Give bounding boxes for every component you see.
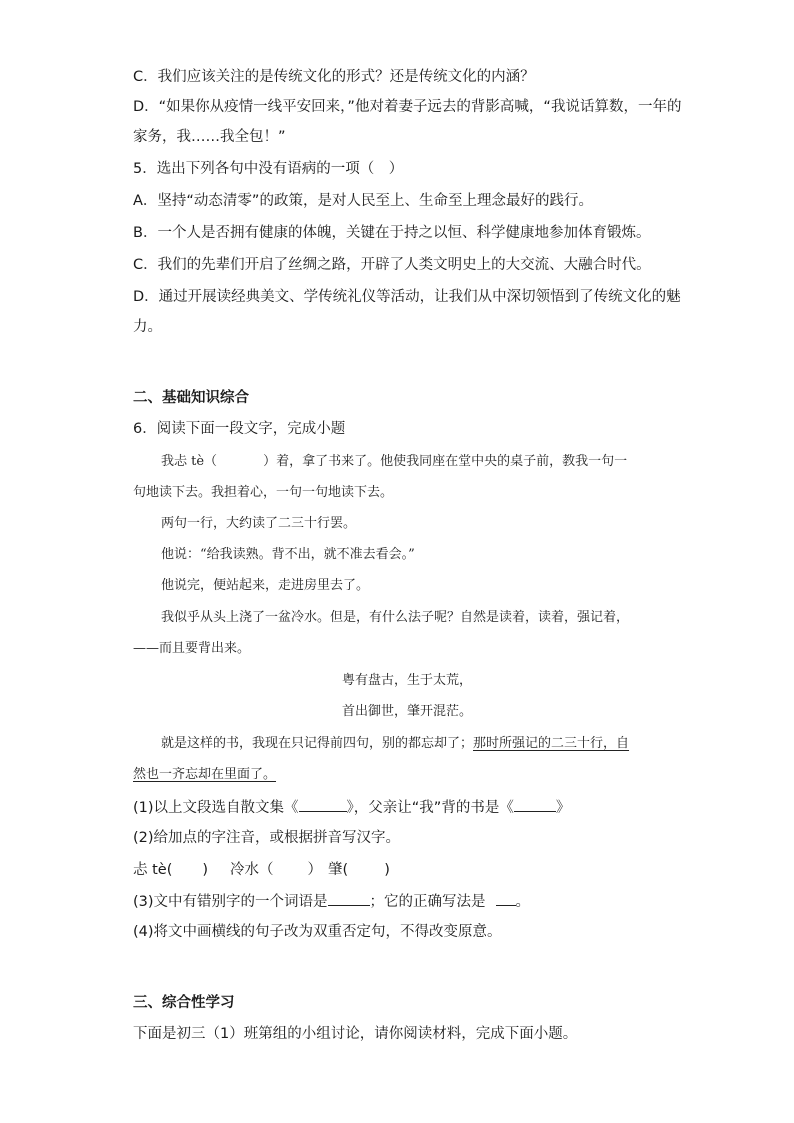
subq-2: (2)给加点的字注音，或根据拼音写汉字。 [133, 830, 401, 846]
q4-option-d-line1: D．“如果你从疫情一线平安回来，”他对着妻子远去的背影高喊，“我说话算数，一年的 [133, 99, 682, 115]
q5-stem: 5．选出下列各句中没有语病的一项（ ） [133, 161, 404, 177]
underlined-sentence-part2: 然也一齐忘却在里面了。 [133, 767, 277, 782]
passage-p6-line1: 就是这样的书，我现在只记得前四句，别的都忘却了；那时所强记的二三十行，自 [161, 736, 630, 751]
q5-option-b: B．一个人是否拥有健康的体魄，关键在于持之以恒、科学健康地参加体育锻炼。 [133, 225, 651, 241]
passage-p3: 他说：“给我读熟。背不出，就不准去看会。” [161, 547, 415, 562]
passage-p5-line2: ——而且要背出来。 [133, 641, 251, 656]
answer-blank-wrong-word[interactable] [328, 891, 370, 906]
section3-heading: 三、综合性学习 [133, 995, 235, 1011]
q5-option-d-line2: 力。 [133, 319, 162, 335]
passage-verse-line1: 粤有盘古，生于太荒， [342, 673, 473, 688]
answer-blank-book[interactable] [514, 797, 556, 812]
passage-p2: 两句一行，大约读了二三十行罢。 [161, 516, 357, 531]
q5-option-d-line1: D．通过开展读经典美文、学传统礼仪等活动，让我们从中深切领悟到了传统文化的魅 [133, 289, 681, 305]
subq-3: (3)文中有错别字的一个词语是 ；它的正确写法是 。 [133, 891, 530, 912]
answer-blank-correct-word[interactable] [496, 891, 516, 906]
q4-option-c: C．我们应该关注的是传统文化的形式？还是传统文化的内涵？ [133, 69, 535, 85]
passage-p1-line1: 我忐 tè（ ）着，拿了书来了。他使我同座在堂中央的桌子前，教我一句一 [161, 454, 628, 469]
subq-1: (1)以上文段选自散文集《 》，父亲让“我”背的书是《 》 [133, 797, 570, 818]
subq-4: (4)将文中画横线的句子改为双重否定句，不得改变原意。 [133, 924, 502, 940]
q4-option-d-line2: 家务，我……我全包！” [133, 129, 286, 145]
q5-option-c: C．我们的先辈们开启了丝绸之路，开辟了人类文明史上的大交流、大融合时代。 [133, 257, 651, 273]
passage-p1-line2: 句地读下去。我担着心，一句一句地读下去。 [133, 485, 394, 500]
answer-blank-collection[interactable] [299, 797, 347, 812]
passage-verse-line2: 首出御世，肇开混茫。 [342, 704, 473, 719]
passage-p4: 他说完，便站起来，走进房里去了。 [161, 578, 370, 593]
subq-2-items: 忐 tè( ) 冷水（ ） 肇( ) [133, 862, 390, 878]
underlined-sentence-part1: 那时所强记的二三十行，自 [473, 736, 630, 751]
section2-heading: 二、基础知识综合 [133, 390, 249, 406]
passage-p5-line1: 我似乎从头上浇了一盆冷水。但是，有什么法子呢？自然是读着，读着，强记着， [161, 610, 630, 625]
passage-p6-line2 [133, 766, 276, 784]
section3-intro: 下面是初三（1）班第组的小组讨论，请你阅读材料，完成下面小题。 [133, 1026, 578, 1042]
q5-option-a: A．坚持“动态清零”的政策，是对人民至上、生命至上理念最好的践行。 [133, 193, 593, 209]
q6-stem: 6．阅读下面一段文字，完成小题 [133, 421, 346, 437]
